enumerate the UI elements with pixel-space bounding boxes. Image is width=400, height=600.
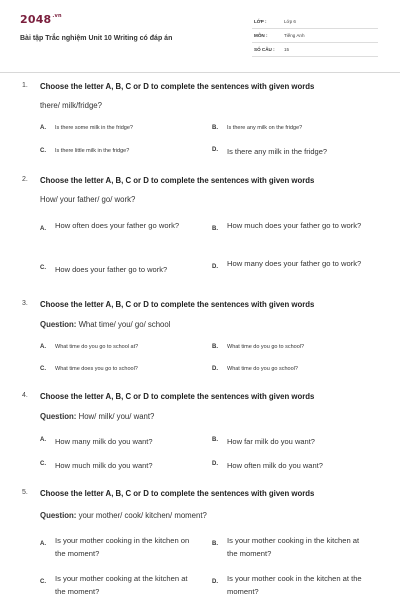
question-prompt xyxy=(40,511,207,520)
question-number: 3. xyxy=(22,300,28,307)
meta-class xyxy=(252,15,378,29)
question-label: Question: xyxy=(40,412,77,421)
question-title: Choose the letter A, B, C or D to complete the sentences with given words xyxy=(40,392,315,401)
question-number: 2. xyxy=(22,176,28,183)
question-text: What time/ you/ go/ school xyxy=(78,320,171,329)
question-title: Choose the letter A, B, C or D to complete the sentences with given words xyxy=(40,176,315,185)
question-title: Choose the letter A, B, C or D to complete the sentences with given words xyxy=(40,82,315,91)
question-prompt xyxy=(40,412,154,421)
site-logo[interactable]: $2048^{.vn}$ xyxy=(20,13,62,26)
meta-count-value: 15 xyxy=(284,47,290,52)
question-number: 1. xyxy=(22,82,28,89)
question-prompt: there/ milk/fridge? xyxy=(40,101,102,110)
meta-count xyxy=(252,43,378,57)
question-title: Choose the letter A, B, C or D to complete the sentences with given words xyxy=(40,300,315,309)
question-number: 4. xyxy=(22,392,28,399)
question-text: your mother/ cook/ kitchen/ moment? xyxy=(78,511,207,520)
question-prompt: How/ your father/ go/ work? xyxy=(40,195,136,204)
question-title: Choose the letter A, B, C or D to complete the sentences with given words xyxy=(40,489,315,498)
question-label: Question: xyxy=(40,320,77,329)
document-header xyxy=(0,0,400,70)
question-number: 5. xyxy=(22,489,28,496)
meta-subject-key: MÔN : xyxy=(254,33,268,38)
meta-subject-value: Tiếng Anh xyxy=(284,33,305,38)
question-text: How/ milk/ you/ want? xyxy=(78,412,155,421)
meta-count-key: SỐ CÂU : xyxy=(254,47,275,52)
meta-class-key: LỚP : xyxy=(254,19,267,24)
page-title: Bài tập Trắc nghiệm Unit 10 Writing có đáp án xyxy=(20,35,173,42)
question-prompt xyxy=(40,320,170,329)
question-label: Question: xyxy=(40,511,77,520)
header-divider xyxy=(0,72,400,73)
meta-class-value: Lớp 6 xyxy=(284,19,296,24)
meta-subject xyxy=(252,29,378,43)
